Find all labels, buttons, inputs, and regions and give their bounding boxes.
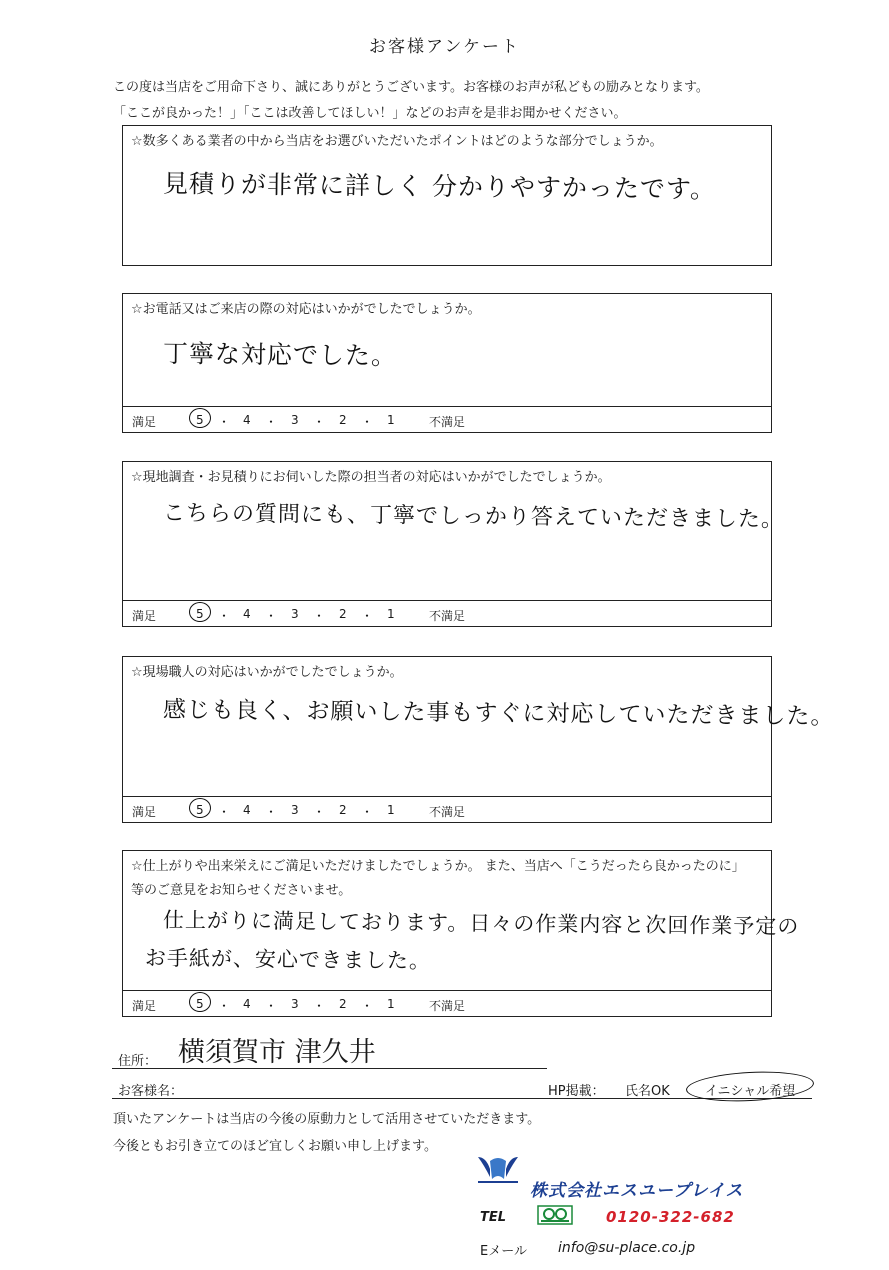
rating-dot: ・ <box>218 415 231 429</box>
rating-2: 2 <box>339 997 347 1011</box>
question-text: ☆現場職人の対応はいかがでしたでしょうか。 <box>131 665 403 680</box>
rating-1: 1 <box>387 803 395 817</box>
rating-3: 3 <box>291 803 299 817</box>
rating-right-label: 不満足 <box>429 609 466 623</box>
rating-dot: ・ <box>313 805 326 819</box>
answer-text-line-1: 仕上がりに満足しております。日々の作業内容と次回作業予定の <box>162 908 800 939</box>
rating-3: 3 <box>291 413 299 427</box>
question-text-line-2: 等のご意見をお知らせくださいませ。 <box>131 883 352 898</box>
footer-line-1: 頂いたアンケートは当店の今後の原動力として活用させていただきます。 <box>113 1112 541 1127</box>
answer-text-line-2: お手紙が、安心できました。 <box>144 946 432 973</box>
rating-left-label: 満足 <box>132 415 157 429</box>
answer-text: 丁寧な対応でした。 <box>162 339 398 371</box>
rating-1: 1 <box>387 607 395 621</box>
rating-dot: ・ <box>361 999 374 1013</box>
address-underline <box>112 1068 547 1069</box>
rating-3: 3 <box>291 997 299 1011</box>
answer-text: こちらの質問にも、丁寧でしっかり答えていただきました。 <box>162 501 785 533</box>
question-text: ☆現地調査・お見積りにお伺いした際の担当者の対応はいかがでしたでしょうか。 <box>131 470 611 485</box>
freedial-icon <box>537 1205 573 1225</box>
rating-4: 4 <box>243 607 251 621</box>
rating-4: 4 <box>243 803 251 817</box>
rating-5: 5 <box>196 607 204 621</box>
rating-dot: ・ <box>265 999 278 1013</box>
hp-option-name-ok: 氏名OK <box>625 1084 670 1099</box>
address-label: 住所： <box>118 1054 158 1069</box>
rating-4: 4 <box>243 413 251 427</box>
rating-4: 4 <box>243 997 251 1011</box>
question-box-1 <box>122 125 772 266</box>
tel-number[interactable]: 0120-322-682 <box>606 1208 735 1226</box>
tel-label: TEL <box>480 1210 507 1225</box>
rating-left-label: 満足 <box>132 999 157 1013</box>
question-text: ☆お電話又はご来店の際の対応はいかがでしたでしょうか。 <box>131 302 481 317</box>
intro-line-2: 「ここが良かった！」「ここは改善してほしい！」などのお声を是非お聞かせください。 <box>113 106 627 121</box>
rating-dot: ・ <box>265 609 278 623</box>
rating-2: 2 <box>339 413 347 427</box>
question-box-3 <box>122 461 785 627</box>
rating-dot: ・ <box>218 805 231 819</box>
company-name: 株式会社エスユープレイス <box>530 1181 744 1201</box>
footer-line-2: 今後ともお引き立てのほど宜しくお願い申し上げます。 <box>113 1139 437 1154</box>
email-address[interactable]: info@su-place.co.jp <box>558 1240 696 1256</box>
rating-left-label: 満足 <box>132 609 157 623</box>
rating-5: 5 <box>196 997 204 1011</box>
question-box-2 <box>122 293 772 433</box>
question-text: ☆仕上がりや出来栄えにご満足いただけましたでしょうか。 また、当店へ「こうだったら良かったのに」 <box>131 859 745 874</box>
answer-text: 見積りが非常に詳しく 分かりやすかったです。 <box>162 169 717 204</box>
rating-5: 5 <box>196 413 204 427</box>
email-label: Eメール <box>480 1244 527 1259</box>
rating-5: 5 <box>196 803 204 817</box>
rating-dot: ・ <box>265 805 278 819</box>
rating-row <box>123 990 771 1016</box>
hp-option-initial: イニシャル希望 <box>705 1084 796 1099</box>
rating-dot: ・ <box>218 609 231 623</box>
question-box-5 <box>122 850 800 1017</box>
question-text: ☆数多くある業者の中から当店をお選びいただいたポイントはどのような部分でしょうか。 <box>131 134 663 149</box>
customer-name-label: お客様名： <box>118 1084 184 1099</box>
rating-dot: ・ <box>361 415 374 429</box>
rating-dot: ・ <box>218 999 231 1013</box>
rating-row <box>123 796 771 822</box>
rating-right-label: 不満足 <box>429 999 466 1013</box>
rating-3: 3 <box>291 607 299 621</box>
intro-line-1: この度は当店をご用命下さり、誠にありがとうございます。お客様のお声が私どもの励みとなります。 <box>113 80 709 95</box>
rating-dot: ・ <box>265 415 278 429</box>
rating-1: 1 <box>387 997 395 1011</box>
answer-text: 感じも良く、お願いした事もすぐに対応していただきました。 <box>162 697 835 731</box>
hp-label: HP掲載： <box>548 1084 605 1099</box>
address-value: 横須賀市 津久井 <box>178 1037 376 1068</box>
rating-row <box>123 600 771 626</box>
company-logo-icon <box>476 1155 520 1185</box>
rating-dot: ・ <box>313 999 326 1013</box>
rating-2: 2 <box>339 607 347 621</box>
rating-row <box>123 406 771 432</box>
rating-right-label: 不満足 <box>429 805 466 819</box>
survey-title: お客様アンケート <box>369 37 520 57</box>
rating-dot: ・ <box>313 415 326 429</box>
rating-dot: ・ <box>361 609 374 623</box>
rating-1: 1 <box>387 413 395 427</box>
rating-right-label: 不満足 <box>429 415 466 429</box>
rating-left-label: 満足 <box>132 805 157 819</box>
rating-dot: ・ <box>361 805 374 819</box>
rating-dot: ・ <box>313 609 326 623</box>
rating-2: 2 <box>339 803 347 817</box>
question-box-4 <box>122 656 835 823</box>
